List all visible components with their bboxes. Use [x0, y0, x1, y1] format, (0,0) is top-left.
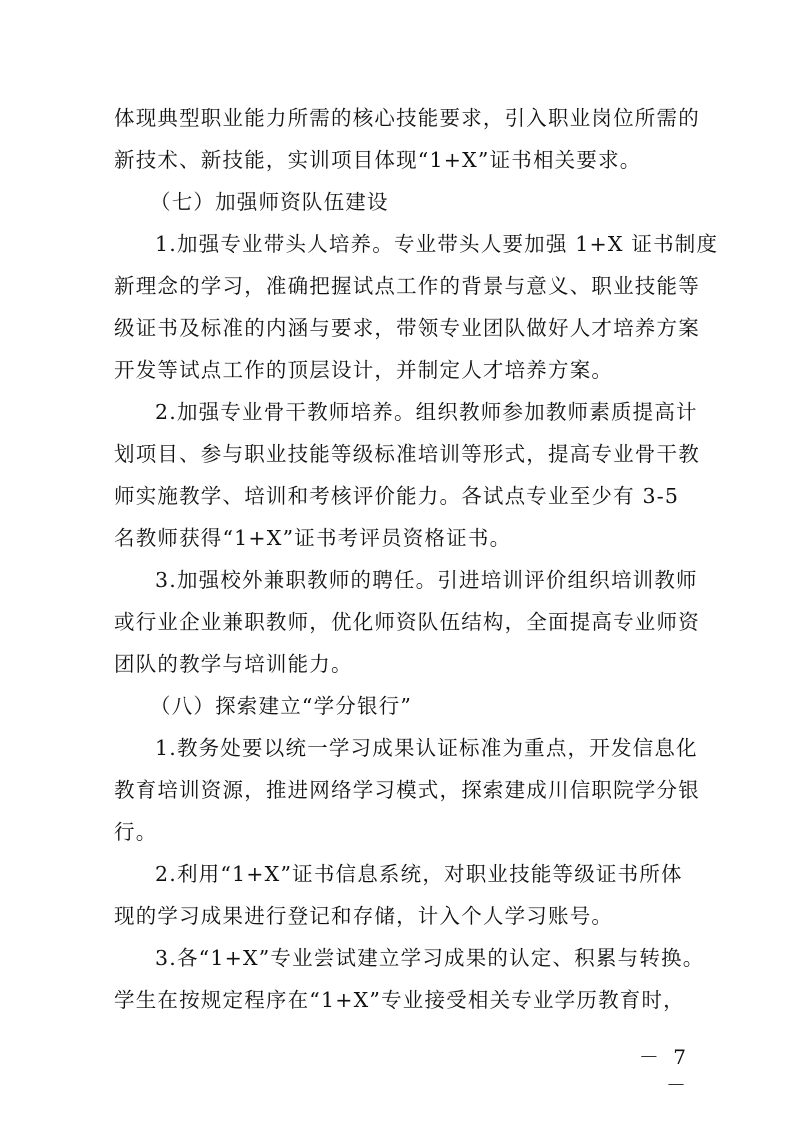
- body-text-line: 学生在按规定程序在“1+X”专业接受相关专业学历教育时，: [114, 988, 685, 1012]
- paragraph-first-line: 3.加强校外兼职教师的聘任。引进培训评价组织培训教师: [155, 568, 698, 592]
- page-number: － 7 －: [638, 1045, 690, 1097]
- body-text-line: 或行业企业兼职教师，优化师资队伍结构，全面提高专业师资: [114, 610, 700, 634]
- body-text-line: 新技术、新技能，实训项目体现“1+X”证书相关要求。: [114, 148, 642, 172]
- body-text-line: 开发等试点工作的顶层设计，并制定人才培养方案。: [114, 358, 614, 382]
- body-text-line: 体现典型职业能力所需的核心技能要求，引入职业岗位所需的: [114, 106, 700, 130]
- body-text-line: 级证书及标准的内涵与要求，带领专业团队做好人才培养方案: [114, 316, 700, 340]
- section-heading: （八）探索建立“学分银行”: [150, 694, 413, 718]
- paragraph-first-line: 1.教务处要以统一学习成果认证标准为重点，开发信息化: [155, 736, 698, 760]
- body-text-line: 团队的教学与培训能力。: [114, 652, 353, 676]
- body-text-line: 教育培训资源，推进网络学习模式，探索建成川信职院学分银: [114, 778, 700, 802]
- body-text-line: 划项目、参与职业技能等级标准培训等形式，提高专业骨干教: [114, 442, 700, 466]
- section-heading: （七）加强师资队伍建设: [150, 190, 389, 214]
- body-text-line: 现的学习成果进行登记和存储，计入个人学习账号。: [114, 904, 614, 928]
- paragraph-first-line: 3.各“1+X”专业尝试建立学习成果的认定、积累与转换。: [155, 946, 705, 970]
- body-text-line: 师实施教学、培训和考核评价能力。各试点专业至少有 3-5: [114, 484, 680, 508]
- body-text-line: 名教师获得“1+X”证书考评员资格证书。: [114, 526, 512, 550]
- paragraph-first-line: 2.利用“1+X”证书信息系统，对职业技能等级证书所体: [155, 862, 683, 886]
- paragraph-first-line: 2.加强专业骨干教师培养。组织教师参加教师素质提高计: [155, 400, 698, 424]
- body-text-line: 行。: [114, 820, 158, 844]
- body-text-line: 新理念的学习，准确把握试点工作的背景与意义、职业技能等: [114, 274, 700, 298]
- paragraph-first-line: 1.加强专业带头人培养。专业带头人要加强 1+X 证书制度: [155, 232, 719, 256]
